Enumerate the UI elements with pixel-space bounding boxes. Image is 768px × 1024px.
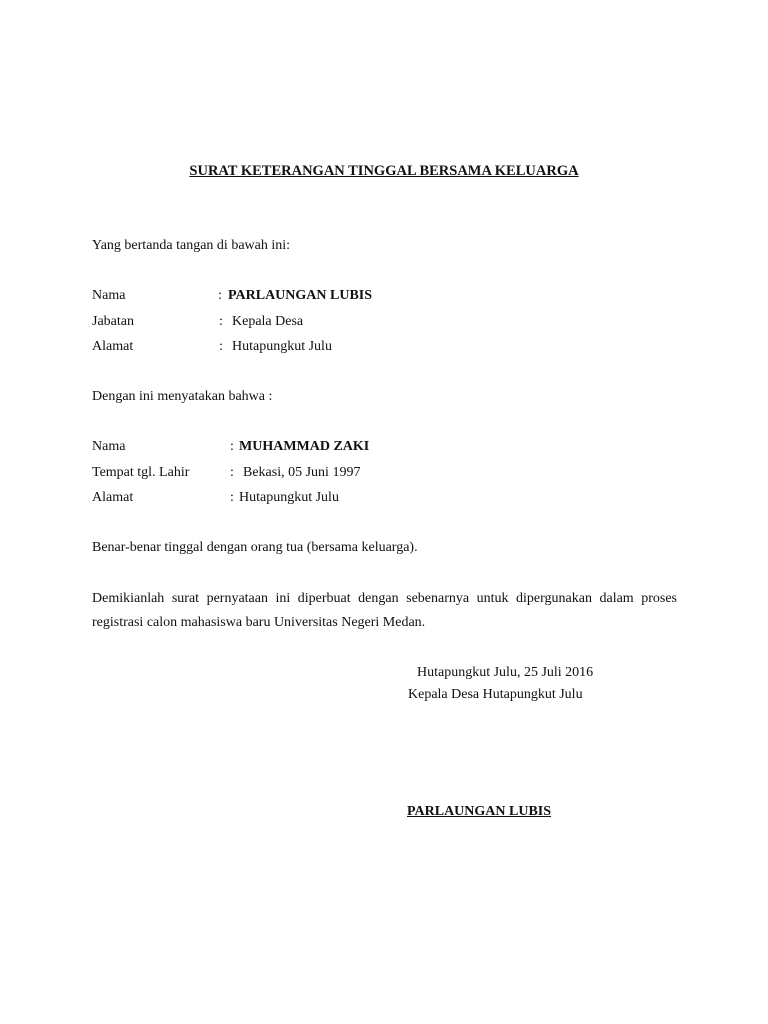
statement-text: Benar-benar tinggal dengan orang tua (bersama keluarga). bbox=[92, 540, 418, 555]
signer-name-label: Nama bbox=[92, 288, 126, 303]
signer-address-sep: : bbox=[219, 339, 223, 354]
subject-row-name bbox=[92, 438, 492, 456]
subject-birth-value: Bekasi, 05 Juni 1997 bbox=[243, 465, 361, 480]
statement-intro: Dengan ini menyatakan bahwa : bbox=[92, 389, 273, 404]
subject-address-sep: : bbox=[230, 490, 234, 505]
signer-address-label: Alamat bbox=[92, 339, 134, 354]
signer-row-address bbox=[92, 338, 492, 356]
subject-name-sep: : bbox=[230, 439, 234, 454]
subject-birth-sep: : bbox=[230, 465, 234, 480]
signer-title: Kepala Desa Hutapungkut Julu bbox=[408, 687, 583, 702]
signer-position-sep: : bbox=[219, 314, 223, 329]
signer-row-name bbox=[92, 287, 492, 305]
signer-row-position bbox=[92, 313, 492, 331]
signer-name-sep: : bbox=[218, 288, 222, 303]
subject-name-label: Nama bbox=[92, 439, 126, 454]
subject-row-address bbox=[92, 489, 492, 507]
subject-row-birth bbox=[92, 464, 492, 482]
subject-birth-label: Tempat tgl. Lahir bbox=[92, 465, 190, 480]
signer-address-value: Hutapungkut Julu bbox=[232, 339, 332, 354]
subject-name-value: MUHAMMAD ZAKI bbox=[239, 439, 370, 454]
closing-paragraph: Demikianlah surat pernyataan ini diperbuat dengan sebenarnya untuk dipergunakan dalam proses registrasi calon mahasiswa baru Universitas Negeri Medan. bbox=[92, 591, 677, 630]
subject-address-label: Alamat bbox=[92, 490, 134, 505]
intro-text: Yang bertanda tangan di bawah ini: bbox=[92, 238, 291, 253]
signer-position-value: Kepala Desa bbox=[232, 314, 304, 329]
signature-name: PARLAUNGAN LUBIS bbox=[407, 804, 552, 819]
signer-position-label: Jabatan bbox=[92, 314, 134, 329]
letter-title: SURAT KETERANGAN TINGGAL BERSAMA KELUARGA bbox=[189, 163, 579, 179]
subject-address-value: Hutapungkut Julu bbox=[239, 490, 339, 505]
place-date: Hutapungkut Julu, 25 Juli 2016 bbox=[417, 665, 594, 680]
signer-name-value: PARLAUNGAN LUBIS bbox=[228, 288, 373, 303]
